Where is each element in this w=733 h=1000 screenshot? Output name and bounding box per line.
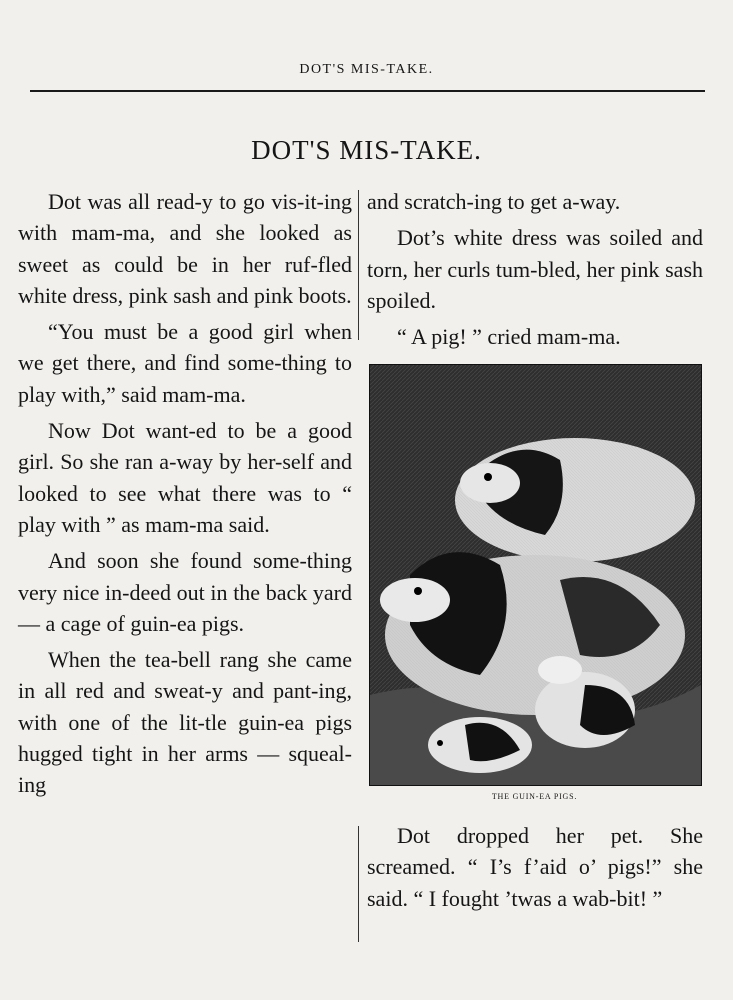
left-column [18,186,352,806]
column-divider [358,190,359,340]
figure-caption: THE GUIN-EA PIGS. [491,792,578,801]
paragraph: Now Dot want-ed to be a good girl. So she ran a-way by her-self and looked to see what there was to “ play with ” as mam-ma said. [18,418,352,537]
paragraph: When the tea-bell rang she came in all red and sweat-y and pant-ing, with one of the lit-tle guin-ea pigs hugged tight in her arms — squeal-ing [18,647,352,798]
header-rule [30,90,705,92]
paragraph: Dot dropped her pet. She screamed. “ I’s f’aid o’ pigs!” she said. “ I fought ’twas a wab-bit! ” [367,823,703,911]
paragraph: and scratch-ing to get a-way. [367,189,621,214]
column-divider [358,826,359,942]
paragraph: Dot was all read-y to go vis-it-ing with mam-ma, and she looked as sweet as could be in her ruf-fled white dress, pink sash and pink boots. [18,189,352,308]
paragraph: “ A pig! ” cried mam-ma. [397,324,621,350]
paragraph: “You must be a good girl when we get there, and find some-thing to play with,” said mam-ma. [18,319,352,407]
right-column-top [367,186,703,357]
running-head: DOT'S MIS-TAKE. [299,62,434,77]
guinea-pigs-illustration [369,364,702,786]
story-title: DOT'S MIS-TAKE. [251,135,482,165]
paragraph: And soon she found some-thing very nice in-deed out in the back yard — a cage of guin-ea pigs. [18,548,352,636]
right-column-bottom [367,820,703,919]
paragraph: Dot’s white dress was soiled and torn, her curls tum-bled, her pink sash spoiled. [367,225,703,313]
engraving-image [370,365,701,785]
